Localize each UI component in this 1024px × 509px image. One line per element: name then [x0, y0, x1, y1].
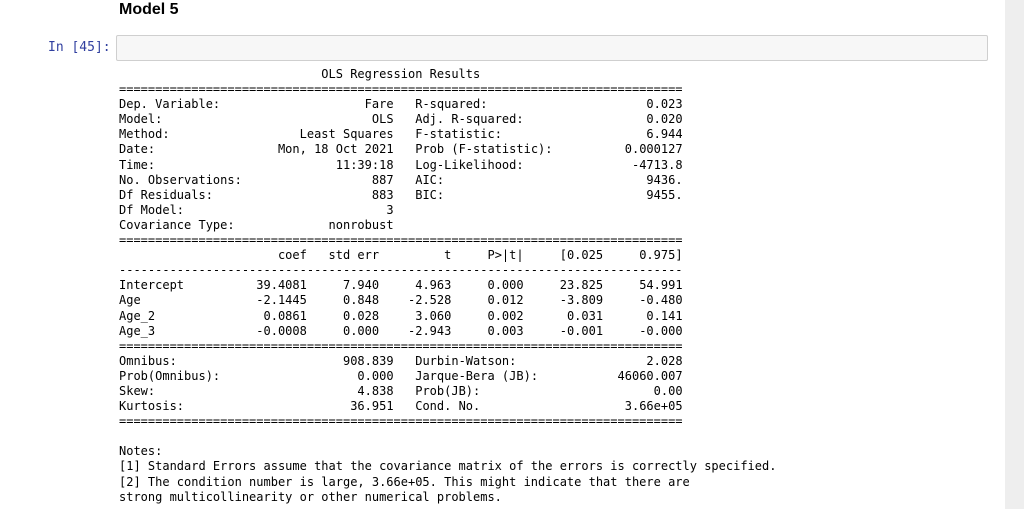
spacer [394, 158, 416, 172]
diag-value: 36.951 [263, 399, 394, 414]
spacer [394, 173, 416, 187]
summary-label [415, 218, 567, 232]
diag-value: 0.00 [566, 383, 683, 398]
coef-value: -0.0008 [234, 323, 307, 338]
coef-value: 0.028 [306, 308, 380, 323]
coef-value: -0.480 [603, 293, 683, 308]
summary-row [119, 112, 683, 126]
coef-value: 7.940 [306, 278, 380, 293]
summary-row [119, 188, 683, 202]
summary-value [567, 218, 683, 232]
rule-line [119, 414, 683, 428]
coef-header-cell: std err [306, 248, 380, 263]
coef-value: -0.001 [523, 323, 604, 338]
summary-label: No. Observations: [119, 172, 242, 187]
summary-value: 9455. [566, 187, 683, 202]
summary-value: Least Squares [241, 127, 394, 142]
summary-label: Df Residuals: [119, 187, 242, 202]
coef-header-cell: P>|t| [451, 248, 524, 263]
spacer [394, 384, 416, 398]
rule-double: ============================================================================== [119, 338, 683, 353]
model-heading: Model 5 [119, 1, 179, 18]
summary-label: Adj. R-squared: [415, 112, 567, 127]
coef-value: 0.031 [523, 308, 604, 323]
coef-value: 0.012 [451, 293, 524, 308]
coef-variable: Intercept [119, 278, 235, 293]
diag-value: 46060.007 [566, 368, 683, 383]
summary-label: Log-Likelihood: [415, 157, 567, 172]
diag-value: 2.028 [566, 353, 683, 368]
coef-header-cell: [0.025 [523, 248, 604, 263]
code-cell-input[interactable] [116, 35, 988, 61]
summary-label: Model: [119, 112, 242, 127]
summary-label: Method: [119, 127, 242, 142]
spacer [394, 354, 416, 368]
title-line [119, 67, 480, 81]
summary-value: 9436. [566, 172, 683, 187]
summary-row [119, 158, 683, 172]
coef-row [119, 324, 683, 338]
summary-row [119, 97, 683, 111]
coef-header-cell: coef [234, 248, 307, 263]
diag-row [119, 399, 683, 413]
diag-row [119, 354, 683, 368]
spacer [394, 127, 416, 141]
coef-variable: Age_2 [119, 308, 235, 323]
spacer [394, 399, 416, 413]
cell-prompt: In [45]: [48, 40, 111, 55]
summary-title: OLS Regression Results [119, 67, 481, 81]
summary-value: 0.023 [566, 97, 683, 112]
coef-value: -2.1445 [234, 293, 307, 308]
summary-label: Dep. Variable: [119, 97, 242, 112]
coef-row [119, 278, 683, 292]
spacer [394, 188, 416, 202]
coef-value: 4.963 [379, 278, 452, 293]
spacer [394, 142, 416, 156]
coef-value: 0.000 [451, 278, 524, 293]
diag-label: Omnibus: [119, 353, 264, 368]
summary-label: F-statistic: [415, 127, 567, 142]
summary-row [119, 173, 683, 187]
coef-value: 23.825 [523, 278, 604, 293]
scrollbar-track[interactable] [1005, 0, 1024, 509]
coef-value: -2.943 [379, 323, 452, 338]
coef-value: 0.141 [603, 308, 683, 323]
summary-value [567, 203, 683, 217]
coef-value: 0.848 [306, 293, 380, 308]
summary-row [119, 218, 683, 232]
coef-value: 0.0861 [234, 308, 307, 323]
note-line [119, 444, 162, 458]
note-text: Notes: [119, 444, 163, 459]
summary-label [415, 203, 567, 217]
summary-row [119, 142, 683, 156]
coef-variable: Age [119, 293, 235, 308]
diag-value: 0.000 [263, 368, 394, 383]
summary-value: 883 [241, 187, 394, 202]
diag-label: Kurtosis: [119, 399, 264, 414]
summary-label: Df Model: [119, 202, 242, 217]
spacer [394, 203, 416, 217]
note-line [119, 459, 776, 473]
coef-value: -3.809 [523, 293, 604, 308]
rule-double: ============================================================================== [119, 82, 683, 97]
summary-value: Mon, 18 Oct 2021 [241, 142, 394, 157]
summary-value: Fare [241, 97, 394, 112]
summary-value: 6.944 [566, 127, 683, 142]
coef-row [119, 293, 683, 307]
rule-double: ============================================================================== [119, 414, 683, 429]
summary-label: AIC: [415, 172, 567, 187]
coef-value: -0.000 [603, 323, 683, 338]
summary-row [119, 203, 683, 217]
summary-value: 887 [241, 172, 394, 187]
rule-double: ============================================================================== [119, 233, 683, 248]
rule-line [119, 263, 683, 277]
diag-label: Durbin-Watson: [415, 353, 567, 368]
coef-header-cell: 0.975] [603, 248, 683, 263]
diag-label: Cond. No. [415, 399, 567, 414]
rule-line [119, 82, 683, 96]
summary-label: Time: [119, 157, 242, 172]
summary-value: 11:39:18 [241, 157, 394, 172]
rule-line [119, 233, 683, 247]
coef-value: 3.060 [379, 308, 452, 323]
summary-value: nonrobust [241, 217, 394, 232]
coef-value: -2.528 [379, 293, 452, 308]
diag-value: 908.839 [263, 353, 394, 368]
coef-header [119, 248, 683, 262]
spacer [394, 218, 416, 232]
coef-header-cell: t [379, 248, 452, 263]
diag-value: 4.838 [263, 383, 394, 398]
spacer [394, 112, 416, 126]
note-text: [1] Standard Errors assume that the covariance matrix of the errors is correctly specified. [119, 459, 777, 474]
ols-summary-output [119, 67, 776, 505]
spacer [394, 97, 416, 111]
summary-label: Covariance Type: [119, 217, 242, 232]
spacer [394, 369, 416, 383]
diag-label: Prob(Omnibus): [119, 368, 264, 383]
summary-label: BIC: [415, 187, 567, 202]
coef-header-cell [119, 248, 235, 262]
summary-label: R-squared: [415, 97, 567, 112]
diag-label: Jarque-Bera (JB): [415, 368, 567, 383]
summary-row [119, 127, 683, 141]
diag-label: Prob(JB): [415, 383, 567, 398]
summary-value: -4713.8 [566, 157, 683, 172]
note-text: strong multicollinearity or other numerical problems. [119, 489, 502, 504]
rule-line [119, 339, 683, 353]
summary-value: 0.020 [566, 112, 683, 127]
coef-value: 0.003 [451, 323, 524, 338]
diag-row [119, 384, 683, 398]
summary-value: OLS [241, 112, 394, 127]
diag-label: Skew: [119, 383, 264, 398]
coef-value: 39.4081 [234, 278, 307, 293]
note-line [119, 475, 690, 489]
coef-value: 0.000 [306, 323, 380, 338]
diag-value: 3.66e+05 [566, 399, 683, 414]
summary-value: 3 [241, 202, 394, 217]
coef-variable: Age_3 [119, 323, 235, 338]
summary-value: 0.000127 [566, 142, 683, 157]
summary-label: Prob (F-statistic): [415, 142, 567, 157]
coef-value: 54.991 [603, 278, 683, 293]
coef-value: 0.002 [451, 308, 524, 323]
rule-single: ------------------------------------------------------------------------------ [119, 263, 683, 278]
note-text: [2] The condition number is large, 3.66e+05. This might indicate that there are [119, 474, 690, 489]
note-line [119, 490, 502, 504]
coef-row [119, 309, 683, 323]
diag-row [119, 369, 683, 383]
summary-label: Date: [119, 142, 242, 157]
